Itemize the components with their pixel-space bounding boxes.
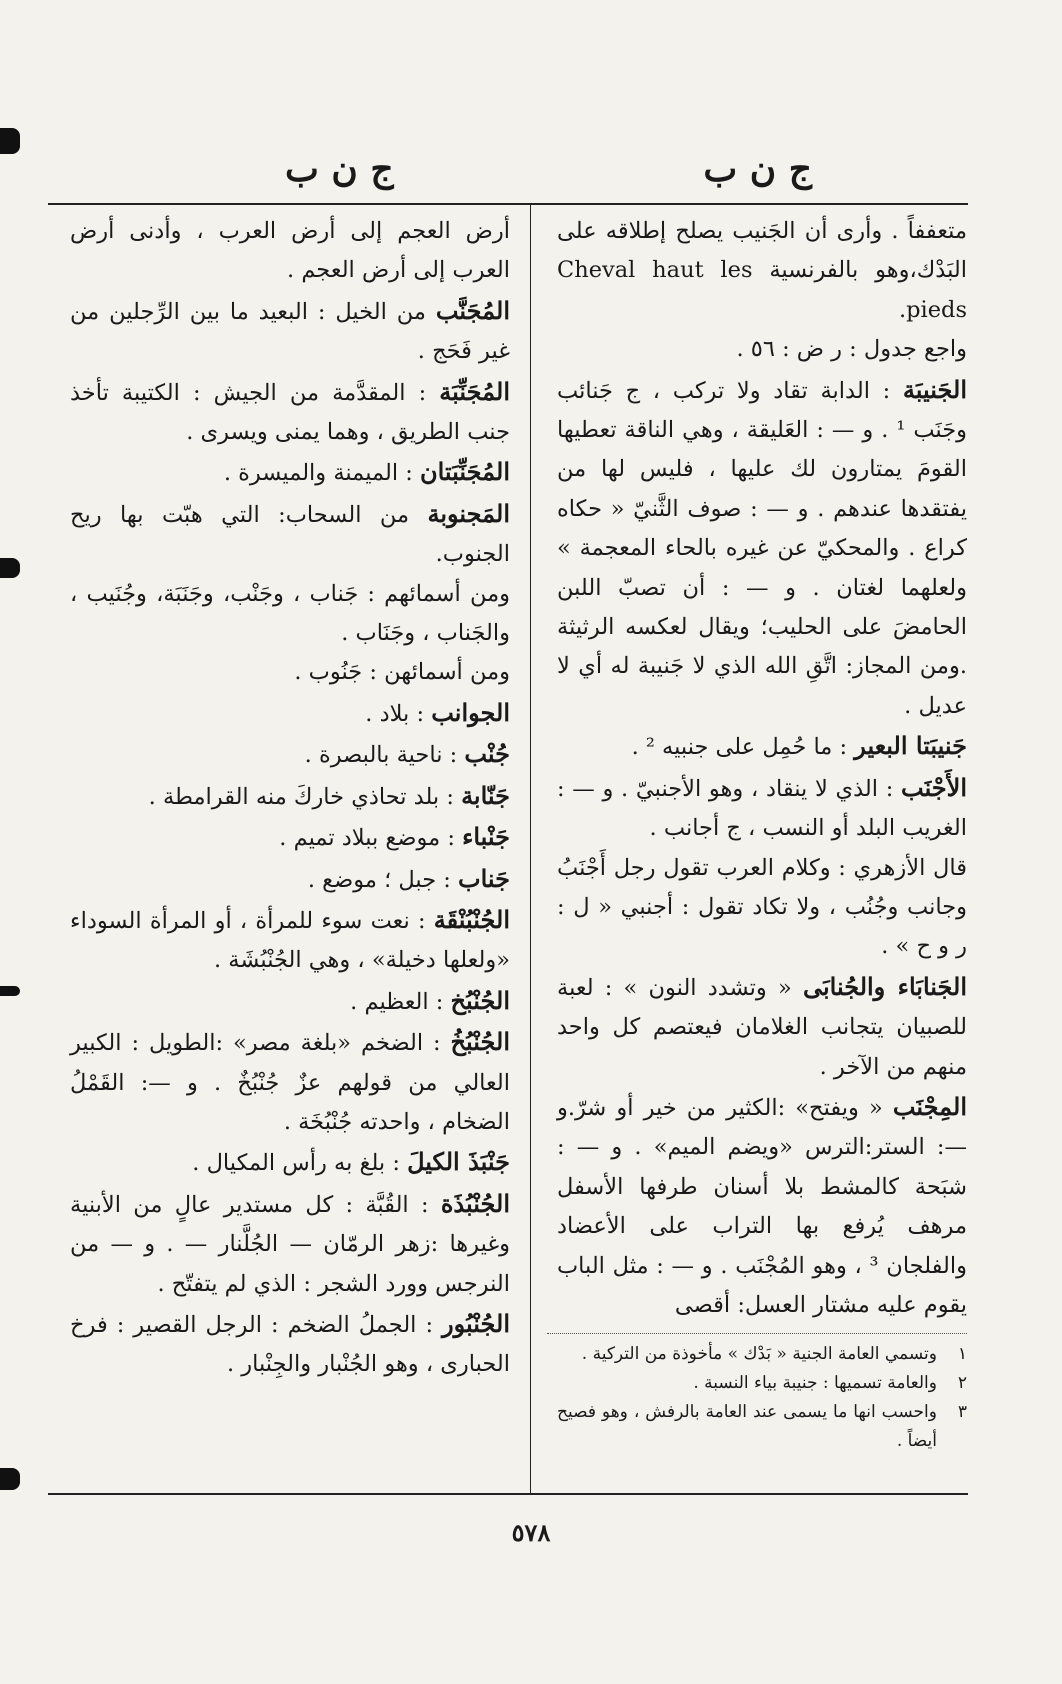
entry-headword: الجوانب: [431, 697, 510, 727]
footnote-number: ٣: [957, 1402, 967, 1423]
dictionary-entry: [70, 859, 510, 900]
dictionary-entry: [70, 1304, 510, 1385]
bottom-rule: [48, 1493, 968, 1495]
entry-headword: الجُنْبُخُ: [450, 1027, 510, 1057]
entry-headword: المِجْنَب: [892, 1091, 967, 1121]
entry-definition: : ما حُمِل على جنبيه ² .: [631, 734, 855, 761]
dictionary-entry: [557, 370, 967, 727]
dictionary-entry: [70, 1184, 510, 1304]
entry-definition: : نعت سوء للمرأة ، أو المرأة السوداء «ولعلها دخيلة» ، وهي الجُنْبُشَة .: [70, 907, 510, 974]
entry-definition: : الذي لا ينقاد ، وهو الأجنبيّ . و — : الغريب البلد أو النسب ، ج أجانب .: [557, 775, 967, 842]
entry-definition: : بلد تحاذي خاركَ منه القرامطة .: [148, 783, 462, 810]
entry-definition: : جبل ؛ موضع .: [307, 866, 459, 893]
entry-definition: : القُبَّة : كل مستدير عالٍ من الأبنية وغيرها :زهر الرمّان — الجُلَّنار — . و — من النرجس وورد الشجر : الذي لم يتفتّح .: [70, 1191, 510, 1297]
entry-headword: جُنْب: [464, 739, 510, 769]
left-entries: [70, 212, 510, 1385]
dictionary-entry: [70, 1142, 510, 1183]
entry-headword: الجُنْبُخ: [450, 985, 510, 1015]
footnote-text: وتسمي العامة الجنية « بَدْك » مأخوذة من التركية .: [581, 1344, 937, 1365]
dictionary-entry: [70, 693, 510, 734]
dictionary-entry: [70, 900, 510, 981]
entry-definition: ومن أسمائهن : جَنُوب .: [294, 659, 510, 686]
dictionary-entry: [557, 849, 967, 967]
dictionary-entry: [70, 1022, 510, 1142]
dictionary-entry: [557, 330, 967, 369]
dictionary-entry: [70, 817, 510, 858]
entry-headword: جَنْبَذَ الكيلَ: [407, 1147, 510, 1177]
footnotes: [557, 1340, 967, 1456]
dictionary-entry: [70, 494, 510, 575]
scan-mark: [0, 128, 20, 154]
entry-definition: : الميمنة والميسرة .: [223, 460, 420, 487]
footnote-separator: [547, 1333, 967, 1334]
entry-headword: الجُنْبُور: [442, 1308, 510, 1338]
dictionary-entry: [70, 734, 510, 775]
entry-definition: من السحاب: التي هبّت بها ريح الجنوب.: [70, 501, 510, 568]
dictionary-entry: [70, 291, 510, 372]
entry-definition: : ناحية بالبصرة .: [304, 742, 465, 769]
scan-mark: [0, 1468, 20, 1490]
entry-headword: جَناب: [458, 863, 510, 893]
scan-mark: [0, 558, 20, 578]
entry-definition: أرض العجم إلى أرض العرب ، وأدنى أرض العرب إلى أرض العجم .: [70, 218, 510, 284]
dictionary-entry: [557, 967, 967, 1087]
footnote-number: ٢: [957, 1373, 967, 1394]
entry-headword: الجَنيبَة: [902, 374, 967, 404]
dictionary-entry: [557, 768, 967, 849]
entry-headword: المُجَنِّبَتان: [419, 457, 510, 487]
entry-definition: : المقدَّمة من الجيش : الكتيبة تأخذ جنب الطريق ، وهما يمنى ويسرى .: [70, 379, 510, 446]
entry-headword: المُجَنِّبَة: [439, 376, 510, 406]
dictionary-entry: [70, 776, 510, 817]
entry-definition: قال الأزهري : وكلام العرب تقول رجل أَجْنَبُ وجانب وجُنُب ، ولا تكاد تقول : أجنبي « ل : ر و ح » .: [557, 854, 967, 960]
entry-definition: « ويفتح» :الكثير من خير أو شرّ.و—: الستر:الترس «ويضم الميم» . و — : شبَحة كالمشط بلا أسنان طرفها الأسفل مرهف يُرفع بها التراب على الأعضاد والفلجان ³ ، وهو المُجْنَب . و — : مثل الباب يقوم عليه مشتار العسل: أقصى: [557, 1094, 968, 1318]
entry-definition: : العظيم .: [350, 988, 451, 1015]
dictionary-entry: [557, 212, 967, 330]
entry-definition: واجع جدول : ر ض : ٥٦ .: [736, 336, 967, 363]
entry-headword: المَجنوبة: [427, 498, 510, 528]
entry-definition: متعففاً . وأرى أن الجَنيب يصلح إطلاقه على البَدْك،وهو بالفرنسية Cheval haut les pieds.: [557, 218, 967, 323]
entry-headword: الجُنْبُذَة: [440, 1188, 510, 1218]
entry-headword: جَنْباء: [462, 822, 510, 852]
footnote: [557, 1398, 967, 1456]
entry-headword: المُجَنَّب: [435, 295, 510, 325]
entry-definition: : الجملُ الضخم : الرجل القصير : فرخ الحبارى ، وهو الجُنْبار والجِنْبار .: [70, 1311, 510, 1378]
entry-definition: : بلاد .: [365, 700, 432, 727]
right-column: [557, 212, 967, 1456]
page-number: ٥٧٨: [511, 1518, 551, 1547]
column-divider: [530, 203, 531, 1493]
entry-headword: جَنيبَتا البعير: [854, 731, 967, 761]
top-rule: [48, 203, 968, 205]
entry-definition: ومن أسمائهم : جَناب ، وجَنْب، وجَنَبَة، وجُنَيب ، والجَناب ، وجَنَاب .: [70, 580, 510, 647]
entry-definition: « وتشدد النون » : لعبة للصبيان يتجانب الغلامان فيعتصم كل واحد منهم من الآخر .: [557, 974, 967, 1080]
scan-mark: [0, 986, 20, 996]
running-header-right: ج ن ب: [703, 148, 812, 190]
footnote-number: ١: [957, 1344, 967, 1365]
entry-headword: الجَنابَاء والجُنابَى: [802, 971, 967, 1001]
entry-definition: : بلغ به رأس المكيال .: [192, 1150, 408, 1177]
right-entries: [557, 212, 967, 1325]
left-column: [70, 212, 510, 1385]
dictionary-entry: [70, 653, 510, 692]
dictionary-entry: [557, 726, 967, 767]
entry-headword: الجُنْبُنْقَة: [433, 904, 510, 934]
entry-headword: الأَجْنَب: [901, 772, 967, 802]
running-header-left: ج ن ب: [285, 148, 394, 190]
entry-definition: : الضخم «بلغة مصر» :الطويل : الكبير العالي من قولهم عزٌ جُنْبُخٌ . و —: القَمْلُ الضخام ، واحدته جُنْبُخَة .: [70, 1030, 510, 1135]
dictionary-entry: [557, 1087, 967, 1325]
footnote: [557, 1369, 967, 1398]
entry-definition: : الدابة تقاد ولا تركب ، ج جَنائب وجَنَب ¹ . و — : العَليقة ، وهي الناقة تعطيها القومَ يمتارون لك عليها ، فليس لها من يفتقدها عندهم . و — : صوف الثَّنيّ « حكاه كراع . والمحكيّ عن غيره بالحاء المعجمة » ولعلهما لغتان . و — : أن تصبّ اللبن الحامضَ على الحليب؛ ويقال لعكسه الرثيثة .ومن المجاز: اتَّقِ الله الذي لا جَنيبة له أي لا عديل .: [557, 377, 967, 719]
dictionary-entry: [70, 575, 510, 654]
dictionary-entry: [70, 372, 510, 453]
entry-definition: : موضع ببلاد تميم .: [279, 825, 463, 852]
footnote-text: واحسب انها ما يسمى عند العامة بالرفش ، وهو فصيح أيضاً .: [557, 1402, 937, 1452]
entry-headword: جَنّابة: [461, 780, 510, 810]
footnote-text: والعامة تسميها : جنيبة بياء النسبة .: [693, 1373, 937, 1394]
footnote: [557, 1340, 967, 1369]
dictionary-entry: [70, 452, 510, 493]
entry-definition: من الخيل : البعيد ما بين الرِّجلين من غير فَحَج .: [70, 298, 510, 365]
dictionary-entry: [70, 212, 510, 291]
dictionary-entry: [70, 981, 510, 1022]
